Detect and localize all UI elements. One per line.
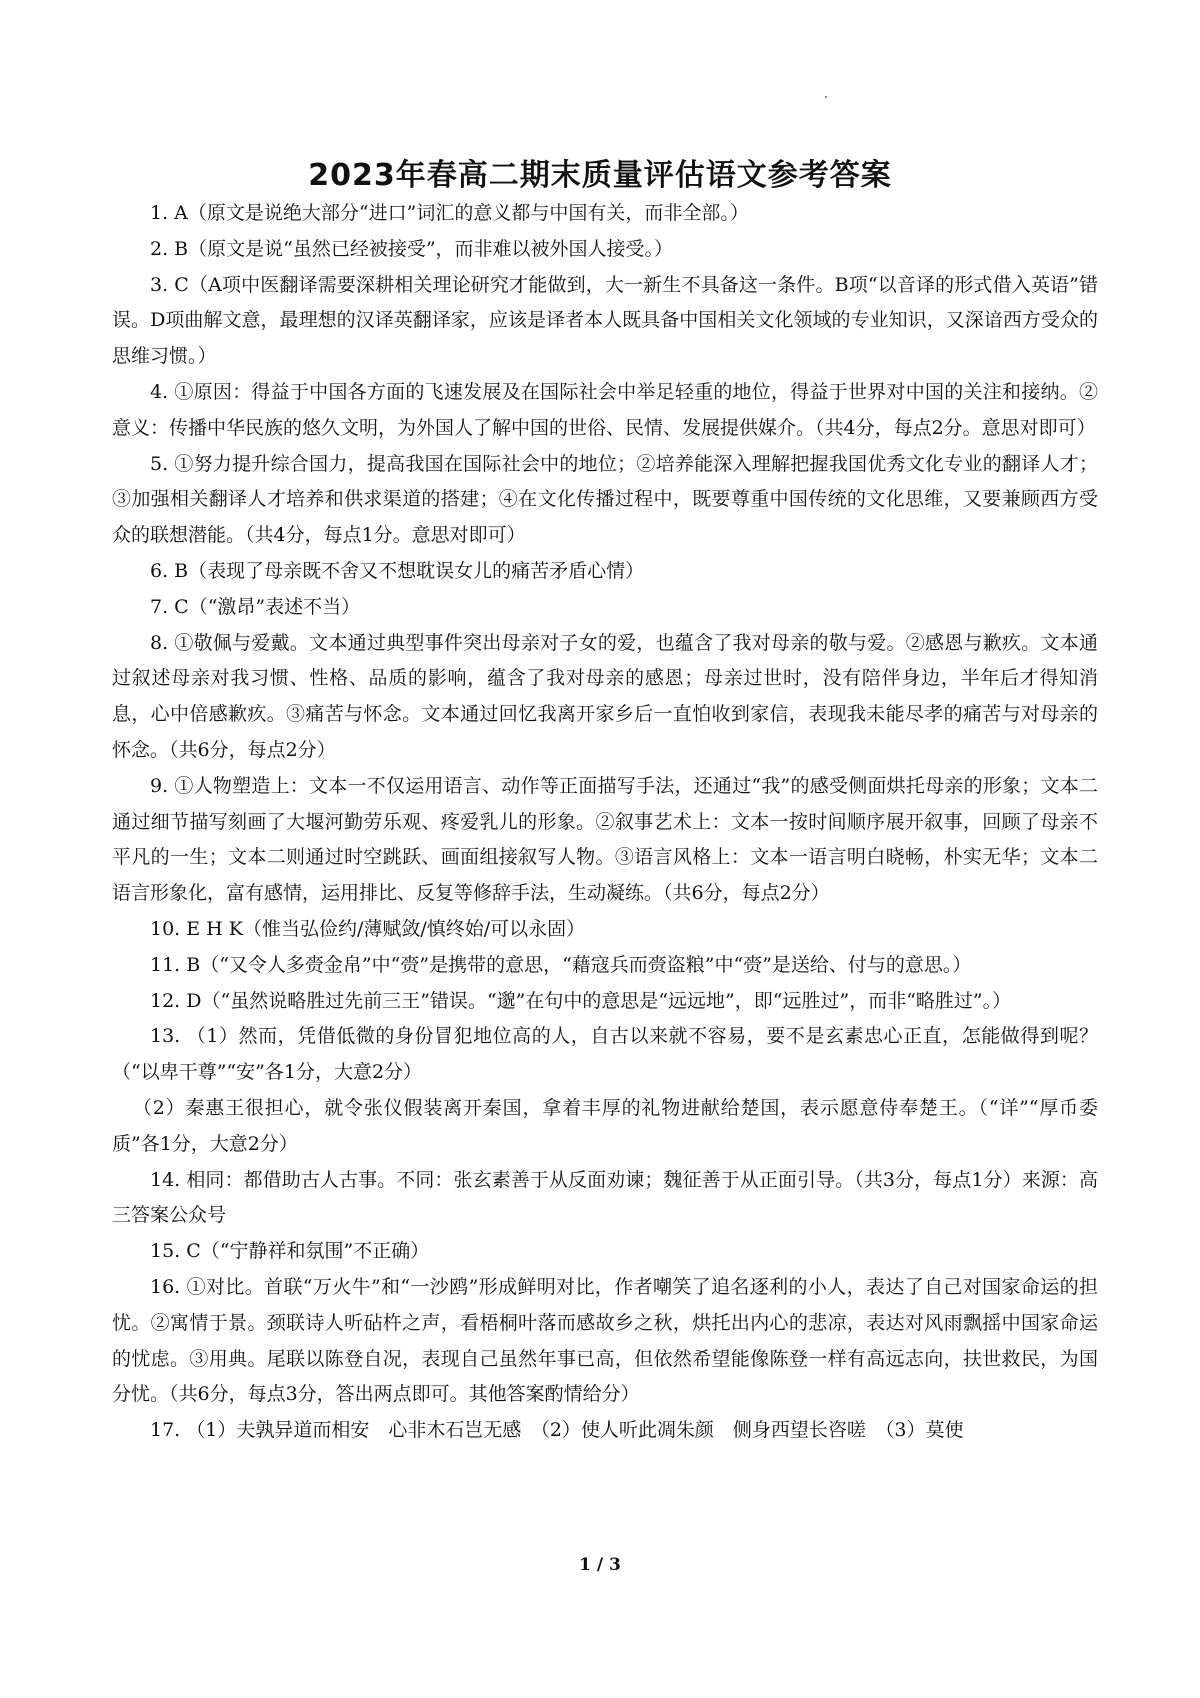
answer-list	[112, 196, 1098, 1449]
answer-9: 9. ①人物塑造上：文本一不仅运用语言、动作等正面描写手法，还通过“我”的感受侧面烘托母亲的形象；文本二通过细节描写刻画了大堰河勤劳乐观、疼爱乳儿的形象。②叙事艺术上：文本一按时间顺序展开叙事，回顾了母亲不平凡的一生；文本二则通过时空跳跃、画面组接叙写人物。③语言风格上：文本一语言明白晓畅，朴实无华；文本二语言形象化，富有感情，运用排比、反复等修辞手法，生动凝练。（共6分，每点2分）	[112, 774, 1098, 905]
answer-13-part-2: （2）秦惠王很担心，就令张仪假装离开秦国，拿着丰厚的礼物进献给楚国，表示愿意侍奉楚王。（“详”“厚币委质”各1分，大意2分）	[112, 1096, 1098, 1155]
scan-speck	[825, 96, 827, 98]
answer-14: 14. 相同：都借助古人古事。不同：张玄素善于从反面劝谏；魏征善于从正面引导。（共3分，每点1分）来源：高三答案公众号	[112, 1168, 1098, 1227]
answer-16: 16. ①对比。首联“万火牛”和“一沙鸥”形成鲜明对比，作者嘲笑了追名逐利的小人，表达了自己对国家命运的担忧。②寓情于景。颈联诗人听砧杵之声，看梧桐叶落而感故乡之秋，烘托出内心的悲凉，表达对风雨飘摇中国家命运的忧虑。③用典。尾联以陈登自况，表现自己虽然年事已高，但依然希望能像陈登一样有高远志向，扶世救民，为国分忧。（共6分，每点3分，答出两点即可。其他答案酌情给分）	[112, 1275, 1098, 1406]
answer-5: 5. ①努力提升综合国力，提高我国在国际社会中的地位；②培养能深入理解把握我国优秀文化专业的翻译人才；③加强相关翻译人才培养和供求渠道的搭建；④在文化传播过程中，既要尊重中国传统的文化思维，又要兼顾西方受众的联想潜能。（共4分，每点1分。意思对即可）	[112, 452, 1098, 547]
answer-10: 10. E H K（惟当弘俭约/薄赋敛/慎终始/可以永固）	[150, 917, 586, 940]
answer-13-part-1: 13. （1）然而，凭借低微的身份冒犯地位高的人，自古以来就不容易，要不是玄素忠心正直，怎能做得到呢？（“以卑干尊”“安”各1分，大意2分）	[112, 1025, 1098, 1084]
page-title: 2023年春高二期末质量评估语文参考答案	[308, 158, 892, 193]
answer-11: 11. B（“又令人多赍金帛”中“赍”是携带的意思，“藉寇兵而赍盗粮”中“赍”是送给、付与的意思。）	[150, 953, 972, 976]
answer-17: 17. （1）夫孰异道而相安 心非木石岂无感 （2）使人听此凋朱颜 侧身西望长咨嗟 （3）莫使	[150, 1419, 964, 1442]
answer-4: 4. ①原因：得益于中国各方面的飞速发展及在国际社会中举足轻重的地位，得益于世界对中国的关注和接纳。②意义：传播中华民族的悠久文明，为外国人了解中国的世俗、民情、发展提供媒介。（共4分，每点2分。意思对即可）	[112, 380, 1098, 439]
answer-2: 2. B（原文是说“虽然已经被接受”，而非难以被外国人接受。）	[150, 237, 674, 260]
page-number: 1 / 3	[579, 1555, 621, 1575]
answer-7: 7. C（“激昂”表述不当）	[150, 595, 361, 618]
answer-3: 3. C（A项中医翻译需要深耕相关理论研究才能做到，大一新生不具备这一条件。B项“以音译的形式借入英语”错误。D项曲解文意，最理想的汉译英翻译家，应该是译者本人既具备中国相关文化领域的专业知识，又深谙西方受众的思维习惯。）	[112, 273, 1098, 368]
answer-15: 15. C（“宁静祥和氛围”不正确）	[150, 1240, 430, 1263]
answer-1: 1. A（原文是说绝大部分“进口”词汇的意义都与中国有关，而非全部。）	[150, 202, 749, 224]
answer-8: 8. ①敬佩与爱戴。文本通过典型事件突出母亲对子女的爱，也蕴含了我对母亲的敬与爱。②感恩与歉疚。文本通过叙述母亲对我习惯、性格、品质的影响，蕴含了我对母亲的感恩；母亲过世时，没有陪伴身边，半年后才得知消息，心中倍感歉疚。③痛苦与怀念。文本通过回忆我离开家乡后一直怕收到家信，表现我未能尽孝的痛苦与对母亲的怀念。（共6分，每点2分）	[112, 631, 1098, 761]
answer-12: 12. D（“虽然说略胜过先前三王”错误。“邈”在句中的意思是“远远地”，即“远胜过”，而非“略胜过”。）	[150, 989, 1012, 1012]
answer-6: 6. B（表现了母亲既不舍又不想耽误女儿的痛苦矛盾心情）	[150, 559, 645, 582]
